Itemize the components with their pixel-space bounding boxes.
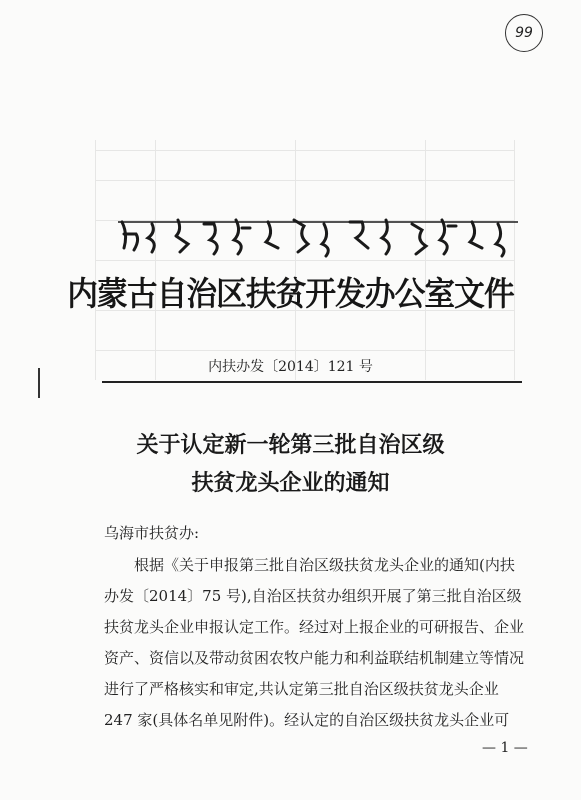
header-divider [102, 381, 522, 383]
body-line: 办发〔2014〕75 号),自治区扶贫办组织开展了第三批自治区级 [104, 587, 522, 605]
notice-title-line-2: 扶贫龙头企业的通知 [191, 470, 390, 496]
body-line: 扶贫龙头企业申报认定工作。经过对上报企业的可研报告、企业 [104, 618, 525, 636]
handwritten-page-mark: 99 [505, 14, 543, 52]
document-number: 内扶办发〔2014〕121 号 [208, 359, 373, 375]
salutation: 乌海市扶贫办: [104, 524, 200, 542]
mongolian-script-title [118, 214, 518, 258]
document-header-title: 内蒙古自治区扶贫开发办公室文件 [67, 274, 514, 313]
margin-mark [38, 368, 40, 398]
body-line: 资产、资信以及带动贫困农牧户能力和利益联结机制建立等情况 [104, 649, 525, 667]
body-line: 进行了严格核实和审定,共认定第三批自治区级扶贫龙头企业 [104, 680, 499, 698]
body-line: 247 家(具体名单见附件)。经认定的自治区级扶贫龙头企业可 [104, 711, 510, 729]
footer-page-number: — 1 — [482, 740, 528, 756]
body-text [104, 550, 528, 736]
notice-title-line-1: 关于认定新一轮第三批自治区级 [136, 432, 445, 458]
body-line: 根据《关于申报第三批自治区级扶贫龙头企业的通知(内扶 [134, 556, 515, 574]
